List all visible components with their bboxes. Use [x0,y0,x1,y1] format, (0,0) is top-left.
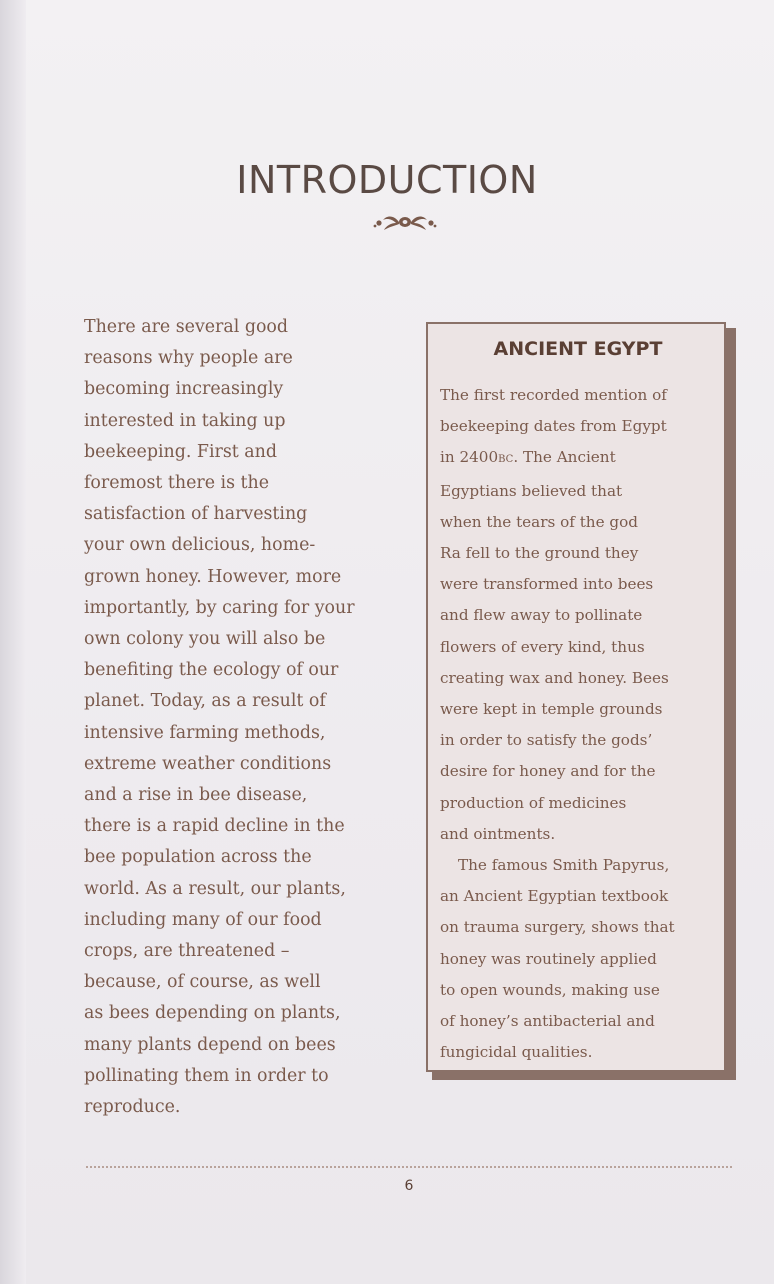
intro-line: importantly, by caring for your [84,597,355,618]
intro-line: and a rise in bee disease, [84,785,308,806]
intro-line: satisfaction of harvesting [84,504,308,525]
era-abbreviation: BC [498,454,514,466]
intro-line: beekeeping. First and [84,441,278,462]
intro-line: world. As a result, our plants, [84,878,346,899]
sidebar-line: The first recorded mention of [440,386,667,404]
floral-ornament-icon [372,212,438,232]
intro-line: because, of course, as well [84,972,321,993]
intro-line: reproduce. [84,1097,181,1118]
sidebar-line: flowers of every kind, thus [440,637,645,656]
sidebar-line: creating wax and honey. Bees [440,668,669,687]
sidebar-line: fungicidal qualities. [440,1043,593,1062]
sidebar-line: The famous Smith Papyrus, [458,856,670,875]
intro-line: there is a rapid decline in the [84,816,345,837]
sidebar-line: and ointments. [440,824,556,843]
intro-line: planet. Today, as a result of [84,691,326,712]
sidebar-line: on trauma surgery, shows that [440,918,675,937]
sidebar-line: were transformed into bees [440,575,654,594]
intro-line: many plants depend on bees [84,1034,336,1055]
sidebar-line: desire for honey and for the [440,762,656,781]
intro-line: interested in taking up [84,410,286,431]
intro-line: pollinating them in order to [84,1065,329,1086]
sidebar-line: beekeeping dates from Egypt [440,417,667,436]
intro-line: benefiting the ecology of our [84,660,339,681]
sidebar-line: in order to satisfy the gods’ [440,731,653,750]
intro-line: your own delicious, home- [84,535,316,556]
page-number: 6 [404,1178,414,1194]
sidebar-line: were kept in temple grounds [440,700,663,719]
sidebar-line: when the tears of the god [440,512,638,531]
sidebar-text [440,380,720,1068]
sidebar-line: to open wounds, making use [440,980,660,999]
intro-line: foremost there is the [84,473,270,494]
intro-paragraph [84,312,404,1123]
sidebar-line: production of medicines [440,793,627,812]
ancient-egypt-sidebar [426,322,726,1072]
sidebar-text-fragment: in 2400 [440,448,499,467]
sidebar-line [440,442,720,475]
intro-line: own colony you will also be [84,629,326,650]
page-title: INTRODUCTION [236,158,538,202]
sidebar-text-fragment: . The Ancient [513,448,616,467]
intro-line: intensive farming methods, [84,722,326,743]
footer-divider [86,1166,732,1168]
intro-line: reasons why people are [84,348,293,369]
intro-line: grown honey. However, more [84,566,342,587]
sidebar-line: and flew away to pollinate [440,606,643,625]
sidebar-line: Ra fell to the ground they [440,544,639,563]
intro-line: extreme weather conditions [84,753,332,774]
sidebar-line: Egyptians believed that [440,481,623,500]
intro-line: including many of our food [84,909,322,930]
sidebar-line: of honey’s antibacterial and [440,1012,655,1031]
sidebar-title: ANCIENT EGYPT [493,338,663,360]
intro-line: as bees depending on plants, [84,1003,341,1024]
sidebar-line: honey was routinely applied [440,949,657,968]
intro-line: There are several good [84,317,289,337]
intro-line: bee population across the [84,847,312,868]
intro-line: becoming increasingly [84,379,284,400]
intro-line: crops, are threatened – [84,941,290,962]
sidebar-line: an Ancient Egyptian textbook [440,887,669,906]
